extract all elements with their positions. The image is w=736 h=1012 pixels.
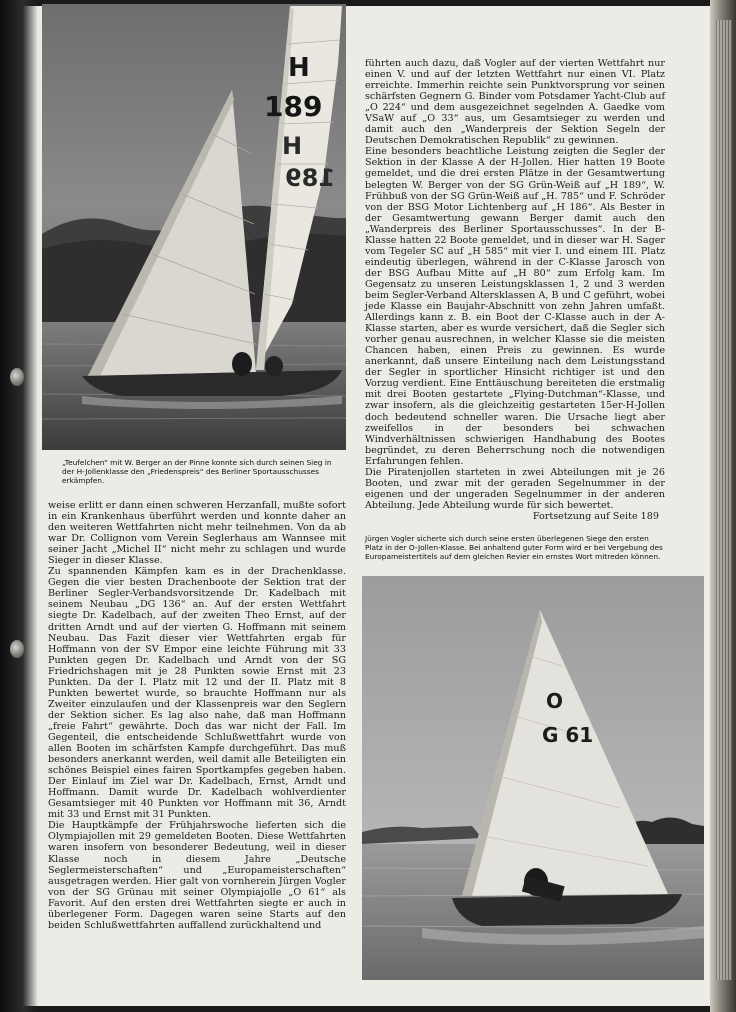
punch-hole — [10, 640, 24, 658]
photo-sailboat-g61 — [362, 576, 704, 980]
paragraph: Die Hauptkämpfe der Frühjahrswoche lieferten sich die Olympiajollen mit 29 gemeldeten Booten. Diese Wettfahrten waren insofern von besonderer Bedeutung, weil in dieser Klasse noch in diesem Jahre „Deutsche Seglermeisterschaften“ und „Europameisterschaften“ ausgetragen werden. Hier galt von vornherein Jürgen Vogler von der SG Grünau mit seiner Olympiajolle „O 61“ als Favorit. Auf den ersten drei Wettfahrten siegte er auch in überlegener Form. Dagegen waren seine Starts auf den beiden Schlußwettfahrten auffallend zurückhaltend und — [48, 820, 346, 931]
sail-number-mirror: 189 — [284, 164, 336, 192]
sail-number: G 61 — [542, 723, 594, 747]
article-column-right — [365, 58, 665, 522]
paragraph: Zu spannenden Kämpfen kam es in der Drachenklasse. Gegen die vier besten Drachenboote der Sektion trat der Berliner Segler-Verbandsvorsitzende Dr. Kadelbach mit seinem Neubau „DG 136“ an. Auf der ersten Wettfahrt siegte Dr. Kadelbach, auf der zweiten Theo Ernst, auf der dritten Arndt und auf der vierten G. Hoffmann mit seinem Neubau. Das Fazit dieser vier Wettfahrten ergab für Hoffmann von der SV Empor eine leichte Führung mit 33 Punkten gegen Dr. Kadelbach und Arndt von der SG Friedrichshagen mit je 28 Punkten sowie Ernst mit 23 Punkten. Da der I. Platz mit 12 und der II. Platz mit 8 Punkten bewertet wurde, so brauchte Hoffmann nur als Zweiter einzulaufen und der Klassenpreis war den Seglern der Sektion sicher. Es lag also nahe, daß man Hoffmann „freie Fahrt“ gewährte. Doch das war nicht der Fall. Im Gegenteil, die entscheidende Schlußwettfahrt wurde von allen Booten im schärfsten Kampfe durchgeführt. Das muß besonders anerkannt werden, weil damit alle Beteiligten ein schönes Beispiel eines fairen Sportkampfes gegeben haben. Der Einlauf im Ziel war Dr. Kadelbach, Ernst, Arndt und Hoffmann. Damit wurde Dr. Kadelbach wohlverdienter Gesamtsieger mit 40 Punkten vor Hoffmann mit 36, Arndt mit 33 und Ernst mit 31 Punkten. — [48, 566, 346, 821]
article-column-left — [48, 500, 346, 931]
paragraph: führten auch dazu, daß Vogler auf der vierten Wettfahrt nur einen V. und auf der letzten Wettfahrt nur einen VI. Platz erreichte. Immerhin reichte sein Punktvorsprung vor seinen schärfsten Gegnern G. Binder vom Potsdamer Yacht-Club auf „O 224“ und dem ausgezeichnet segelnden A. Gaedke vom VSaW auf „O 33“ aus, um Gesamtsieger zu werden und damit auch den „Wanderpreis der Sektion Segeln der Deutschen Demokratischen Republik“ zu gewinnen. — [365, 58, 665, 147]
continuation-note: Fortsetzung auf Seite 189 — [532, 510, 659, 522]
sail-letter: H — [288, 53, 310, 83]
binding-shadow — [0, 0, 38, 1012]
photo-sailboat-h189 — [42, 4, 346, 450]
paragraph: weise erlitt er dann einen schweren Herzanfall, mußte sofort in ein Krankenhaus überführt werden und konnte daher an den weiteren Wettfahrten nicht mehr teilnehmen. Von da ab war Dr. Collignon vom Verein Seglerhaus am Wannsee mit seiner Jacht „Michel II“ nicht mehr zu schlagen und wurde Sieger in dieser Klasse. — [48, 500, 346, 567]
paragraph: Die Piratenjollen starteten in zwei Abteilungen mit je 26 Booten, und zwar mit der geraden Segelnummer in der eigenen und der ungeraden Segelnummer in der anderen Abteilung. Jede Abteilung wurde für sich bewertet. — [365, 466, 665, 511]
sail-number: 189 — [264, 90, 323, 123]
page-stack — [716, 20, 732, 980]
paragraph: Eine besonders beachtliche Leistung zeigten die Segler der Sektion in der Klasse A der H-Jollen. Hier hatten 19 Boote gemeldet, und die drei ersten Plätze in der Gesamtwertung belegten W. Berger von der SG Grün-Weiß auf „H 189“, W. Frühbuß von der SG Grün-Weiß auf „H. 785“ und F. Schröder von der BSG Motor Lichtenberg auf „H 186“. Als Bester in der Gesamtwertung gewann Berger damit auch den „Wanderpreis des Berliner Sportausschusses“. In der B-Klasse hatten 22 Boote gemeldet, und in dieser war H. Sager vom Tegeler SC auf „H 585“ mit vier I. und einem III. Platz eindeutig überlegen, während in der C-Klasse Jarosch von der BSG Aufbau Mitte auf „H 80“ zum Erfolg kam. Im Gegensatz zu unseren Leistungsklassen 1, 2 und 3 werden beim Segler-Verband Altersklassen A, B und C geführt, wobei jede Klasse ein Baujahr-Abschnitt von zehn Jahren umfaßt. Allerdings kann z. B. ein Boot der C-Klasse auch in der A-Klasse starten, aber es wurde versichert, daß die Segler sich vorher genau ausrechnen, in welcher Klasse sie die meisten Chancen haben, einen Preis zu gewinnen. Es wurde anerkannt, daß unsere Einteilung nach dem Leistungsstand der Segler in sportlicher Hinsicht richtiger ist und den Vorzug verdient. Eine Enttäuschung bereiteten die erstmalig mit drei Booten gestartete „Flying-Dutchman“-Klasse, und zwar insofern, als die gleichzeitig gestarteten 15er-H-Jollen doch bedeutend schneller waren. Die Ursache liegt aber zweifellos in der besonders bei schwachen Windverhältnissen schwierigen Handhabung des Bootes begründet, zu deren Beherrschung noch die notwendigen Erfahrungen fehlen. — [365, 146, 665, 467]
photo-caption-right: Jürgen Vogler sicherte sich durch seine ersten überlegenen Siege den ersten Platz in der O-Jollen-Klasse. Bei anhaltend guter Form wird er bei Vergebung des Europameistertitels auf dem gleichen Revier ein ernstes Wort mitreden können. — [365, 534, 663, 561]
sail-letter-mirror: H — [282, 132, 303, 160]
punch-hole — [10, 368, 24, 386]
photo-caption-top: „Teufelchen“ mit W. Berger an der Pinne konnte sich durch seinen Sieg in der H-Jollenklasse den „Friedenspreis“ des Berliner Sportausschusses erkämpfen. — [62, 458, 332, 485]
sail-letter: O — [546, 689, 564, 713]
